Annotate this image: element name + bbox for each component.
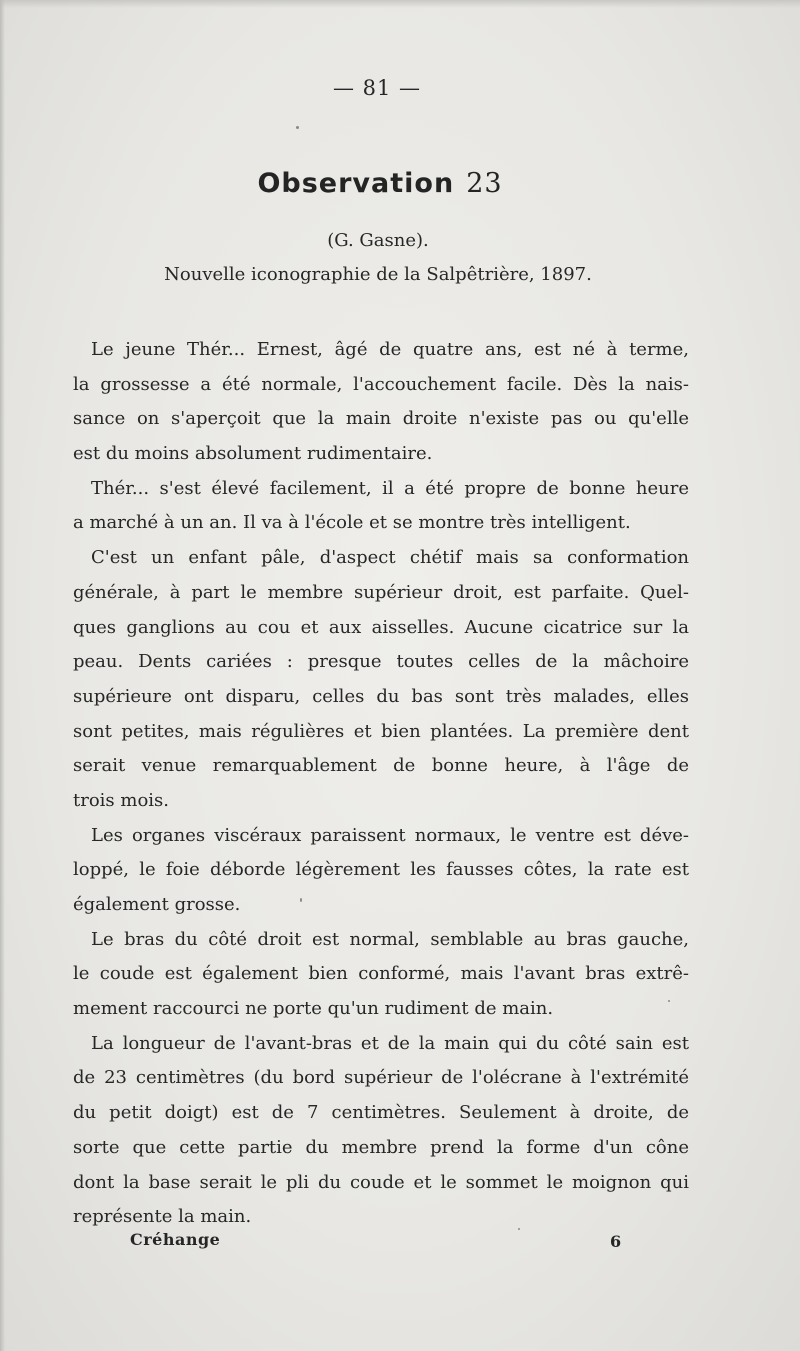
text-line: C'est un enfant pâle, d'aspect chétif mais sa conformation bbox=[91, 547, 689, 569]
text-line: trois mois. bbox=[73, 789, 170, 811]
text-line: dont la base serait le pli du coude et le sommet le moignon qui bbox=[73, 1171, 689, 1193]
observation-heading bbox=[0, 168, 760, 199]
page-number: — 81 — bbox=[332, 76, 422, 100]
footer-sheet-number: 6 bbox=[610, 1232, 622, 1251]
text-line: sont petites, mais régulières et bien plantées. La première dent bbox=[73, 720, 689, 742]
text-line: Les organes viscéraux paraissent normaux, le ventre est déve- bbox=[91, 824, 689, 846]
text-line: ques ganglions au cou et aux aisselles. Aucune cicatrice sur la bbox=[73, 616, 689, 638]
paper-speck bbox=[300, 898, 302, 902]
text-line: le coude est également bien conformé, mais l'avant bras extrê- bbox=[73, 963, 689, 985]
source-author: (G. Gasne). bbox=[327, 230, 429, 251]
text-line: peau. Dents cariées : presque toutes celles de la mâchoire bbox=[73, 651, 689, 673]
text-line: Thér... s'est élevé facilement, il a été propre de bonne heure bbox=[91, 477, 689, 499]
text-line: a marché à un an. Il va à l'école et se montre très intelligent. bbox=[73, 512, 631, 534]
page-top-edge-shadow bbox=[0, 0, 800, 8]
heading-title: Observation bbox=[257, 168, 455, 199]
footer-signature: Créhange bbox=[130, 1230, 221, 1249]
text-line: sance on s'aperçoit que la main droite n'existe pas ou qu'elle bbox=[73, 408, 689, 430]
text-line: loppé, le foie déborde légèrement les fausses côtes, la rate est bbox=[73, 859, 689, 881]
heading-number: 23 bbox=[466, 168, 503, 199]
source-publication: Nouvelle iconographie de la Salpêtrière, 1897. bbox=[164, 264, 592, 285]
text-line: supérieure ont disparu, celles du bas sont très malades, elles bbox=[73, 685, 689, 707]
body-text bbox=[73, 333, 689, 1235]
paper-speck bbox=[296, 126, 299, 129]
text-line: serait venue remarquablement de bonne heure, à l'âge de bbox=[73, 755, 689, 777]
page-left-edge-shadow bbox=[0, 0, 5, 1351]
text-line: mement raccourci ne porte qu'un rudiment de main. bbox=[73, 998, 554, 1020]
text-line: représente la main. bbox=[73, 1206, 252, 1228]
text-line: Le jeune Thér... Ernest, âgé de quatre ans, est né à terme, bbox=[91, 339, 689, 360]
text-line: du petit doigt) est de 7 centimètres. Seulement à droite, de bbox=[73, 1102, 689, 1124]
paper-speck bbox=[518, 1228, 520, 1230]
text-line: est du moins absolument rudimentaire. bbox=[73, 443, 433, 465]
text-line: la grossesse a été normale, l'accouchement facile. Dès la nais- bbox=[73, 373, 689, 395]
text-line: sorte que cette partie du membre prend la forme d'un cône bbox=[73, 1136, 689, 1158]
text-line: également grosse. bbox=[73, 894, 241, 915]
text-line: Le bras du côté droit est normal, semblable au bras gauche, bbox=[91, 928, 689, 950]
text-line: La longueur de l'avant-bras et de la main qui du côté sain est bbox=[91, 1032, 689, 1054]
paper-speck bbox=[668, 1000, 670, 1002]
text-line: de 23 centimètres (du bord supérieur de l'olécrane à l'extrémité bbox=[73, 1067, 689, 1089]
text-line: générale, à part le membre supérieur droit, est parfaite. Quel- bbox=[73, 581, 689, 603]
